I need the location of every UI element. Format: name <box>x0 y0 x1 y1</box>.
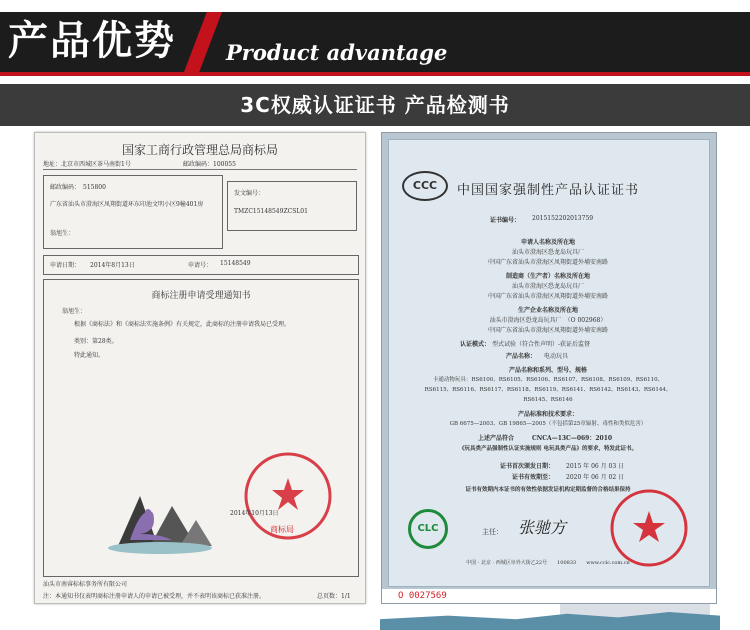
notice-class: 类别：第28类。 <box>74 338 118 345</box>
date-label: 申请日期： <box>50 262 81 269</box>
recipient-box <box>43 175 223 249</box>
notice-closing: 特此通知。 <box>74 352 105 359</box>
footer-address: 中国 · 北京 · 西城区阜外大街乙22号 100833 www.cclc.com.cn <box>466 560 630 566</box>
director-label: 主任： <box>482 528 503 536</box>
product-value: 电动玩具 <box>544 353 569 360</box>
cert-no-label: 证书编号： <box>490 217 521 224</box>
mode-value: 型式试验（符合性声明）-获证后监督 <box>492 341 591 348</box>
app-number-value: 15148549 <box>220 260 251 267</box>
certificate-title: 中国国家强制性产品认证证书 <box>456 183 639 198</box>
series-line-3: RS6145、RS6146 <box>523 397 573 403</box>
agency-name: 汕头市南睿标标事务所有限公司 <box>43 581 128 588</box>
expire-date-value: 2020 年 06 月 02 日 <box>566 474 625 481</box>
director-signature: 张驰方 <box>518 518 567 537</box>
recipient-postcode: 邮政编码： 515800 <box>50 184 106 191</box>
banner-title: 产品优势 <box>8 18 176 64</box>
series-label: 产品名称和系列、型号、规格 <box>508 367 587 374</box>
footer-note: 注：本通知书仅表明商标注册申请人的申请已被受理，并不表明该商标已获准注册。 <box>43 593 266 600</box>
applicant-name: 汕头市澄海区恐龙岛玩具厂 <box>511 249 584 256</box>
app-number-label: 申请号： <box>188 262 213 269</box>
notice-title: 商标注册申请受理通知书 <box>151 291 251 301</box>
swan-logo-icon <box>100 476 220 556</box>
stamp-label: 商标局 <box>270 525 294 534</box>
doc-number-label: 发文编号： <box>234 190 265 197</box>
series-line-2: RS6115、RS6116、RS6117、RS6118、RS6119、RS6141、RS6142、RS6143、RS6144、 <box>424 387 672 393</box>
issue-date-label: 证书首次颁发日期： <box>500 463 555 470</box>
certification-stamp-icon <box>608 487 690 569</box>
application-row <box>43 255 359 275</box>
divider <box>43 169 357 170</box>
recipient-name: 翁旭生： <box>50 230 75 237</box>
maker-name: 汕头市澄海区恐龙岛玩具厂 <box>511 283 584 290</box>
cert-no-value: 2015152202013759 <box>532 215 594 222</box>
factory-name: 汕头市澄海区恐龙岛玩具厂 （O 002968） <box>489 317 607 324</box>
banner-subtitle: Product advantage <box>226 40 448 65</box>
serial-number: O 0027569 <box>398 591 447 601</box>
notice-body: 根据《商标法》和《商标法实施条例》有关规定，此商标的注册申请我局已受理。 <box>74 321 291 328</box>
maker-label: 制造商（生产者）名称及所在地 <box>505 273 590 280</box>
banner-red-line <box>0 72 750 76</box>
notice-panel <box>43 279 359 577</box>
date-value: 2014年8月13日 <box>90 262 135 269</box>
applicant-label: 申请人名称及所在地 <box>520 239 575 246</box>
trademark-notice-document <box>34 132 366 604</box>
product-label: 产品名称： <box>506 353 537 360</box>
next-image-preview-edge <box>380 612 720 630</box>
standard-value: GB 6675—2003、GB 19865—2005（不包括第25章辐射、毒性和类似危害） <box>449 421 647 427</box>
ccc-logo-icon: CCC <box>402 171 448 201</box>
rule-value: CNCA—13C—069：2010 <box>532 435 613 442</box>
series-line-1: 卡通动物玩具：RS6100、RS6105、RS6106、RS6107、RS6108、RS6109、RS6110、 <box>432 377 664 383</box>
expire-date-label: 证书有效期至： <box>512 474 555 481</box>
banner <box>0 0 750 76</box>
applicant-address: 中国广东省汕头市澄海区凤翔街道外埔安南路 <box>487 259 608 266</box>
notice-greeting: 翁旭生： <box>62 308 87 315</box>
validity-note: 证书有效期内本证书的有效性依据发证机构定期监督的合格结果保持 <box>465 487 631 493</box>
recipient-address: 广东省汕头市澄海区凤翔街道环东印池文明小区9幢401房 <box>50 201 204 208</box>
ccc-certificate-document <box>381 132 717 604</box>
clc-logo-icon: CLC <box>408 509 448 549</box>
doc-address: 地址：北京市西城区茶马南街1号 <box>43 161 131 168</box>
doc-header: 国家工商行政管理总局商标局 <box>121 143 278 157</box>
mode-label: 认证模式： <box>460 341 491 348</box>
section-header <box>0 84 750 126</box>
factory-address: 中国广东省汕头市澄海区凤翔街道外埔安南路 <box>487 327 608 334</box>
doc-number-box <box>227 181 357 231</box>
serial-bar <box>382 589 716 603</box>
stamp-date: 2014年10月13日 <box>230 510 279 517</box>
rule-label: 上述产品符合 <box>478 435 515 442</box>
factory-label: 生产企业名称及所在地 <box>517 307 578 314</box>
doc-postcode: 邮政编码：100055 <box>183 161 236 168</box>
page-count: 总页数：1/1 <box>317 593 351 600</box>
rule-description: 《玩具类产品强制性认证实施规则 电玩具类产品》的要求，特发此证书。 <box>459 446 637 452</box>
section-title: 3C权威认证证书 产品检测书 <box>240 93 510 117</box>
standard-label: 产品标准和技术要求： <box>517 411 578 418</box>
maker-address: 中国广东省汕头市澄海区凤翔街道外埔安南路 <box>487 293 608 300</box>
issue-date-value: 2015 年 06 月 03 日 <box>566 463 625 470</box>
doc-number-value: TMZC15148549ZCSL01 <box>234 208 308 215</box>
